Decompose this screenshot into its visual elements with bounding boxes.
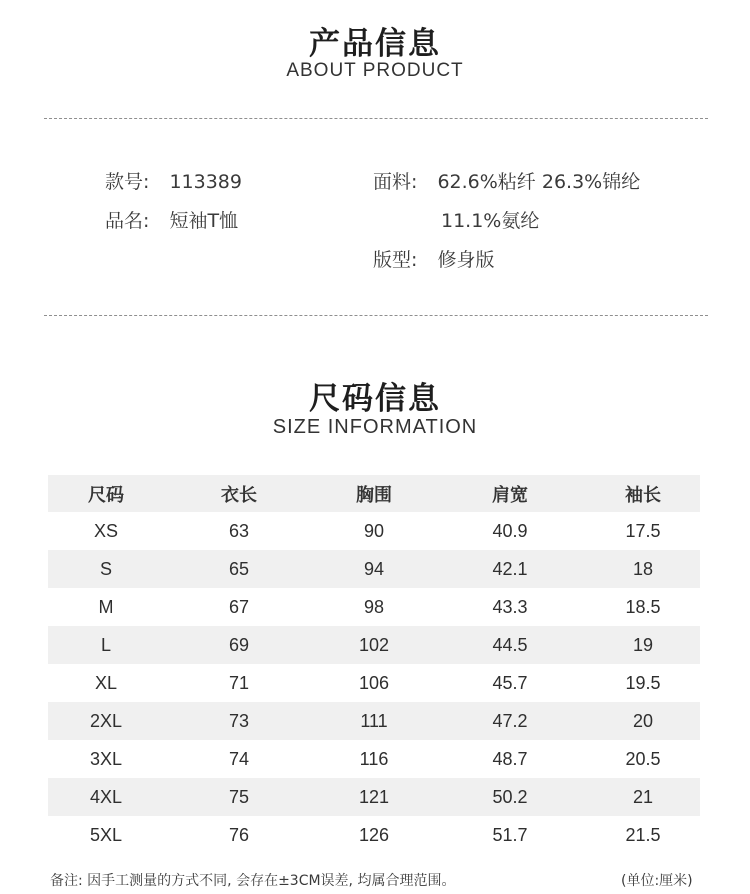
size-table xyxy=(48,475,700,854)
sleeve-cell: 20.5 xyxy=(625,748,661,769)
fabric-label: 面料: xyxy=(373,171,418,193)
footer-note: 备注: 因手工测量的方式不同, 会存在±3CM误差, 均属合理范围。 xyxy=(50,873,456,889)
size-cell: 4XL xyxy=(89,786,123,807)
fabric-value-line1: 62.6%粘纤 26.3%锦纶 xyxy=(437,171,641,193)
sleeve-cell: 18.5 xyxy=(625,596,661,617)
table-row xyxy=(48,550,700,588)
size-cell: 3XL xyxy=(89,748,123,769)
table-row xyxy=(48,778,700,816)
length-cell: 76 xyxy=(228,824,250,845)
length-cell: 71 xyxy=(228,672,250,693)
length-cell: 65 xyxy=(228,558,250,579)
fabric-value-line2: 11.1%氨纶 xyxy=(441,210,540,232)
shoulder-cell: 48.7 xyxy=(492,748,528,769)
table-row xyxy=(48,740,700,778)
sleeve-cell: 21 xyxy=(632,786,654,807)
sleeve-cell: 21.5 xyxy=(625,824,661,845)
fit-row xyxy=(373,245,494,272)
shoulder-cell: 45.7 xyxy=(492,672,528,693)
chest-cell: 90 xyxy=(363,520,385,541)
length-cell: 63 xyxy=(228,520,250,541)
shoulder-cell: 51.7 xyxy=(492,824,528,845)
top-divider xyxy=(44,118,708,119)
style-number-row xyxy=(105,167,242,194)
length-cell: 67 xyxy=(228,596,250,617)
table-header-row xyxy=(48,475,700,512)
length-cell: 73 xyxy=(228,710,250,731)
column-header-sleeve: 袖长 xyxy=(625,484,661,506)
size-cell: S xyxy=(99,558,112,579)
size-cell: L xyxy=(100,634,111,655)
fit-label: 版型: xyxy=(373,249,418,271)
sleeve-cell: 19 xyxy=(632,634,654,655)
chest-cell: 126 xyxy=(358,824,390,845)
size-cell: XS xyxy=(93,520,118,541)
shoulder-cell: 44.5 xyxy=(492,634,528,655)
chest-cell: 94 xyxy=(363,558,385,579)
fit-value: 修身版 xyxy=(437,249,495,271)
size-cell: XL xyxy=(94,672,118,693)
table-row xyxy=(48,816,700,854)
product-name-label: 品名: xyxy=(105,210,150,232)
size-cell: 2XL xyxy=(89,710,123,731)
chest-cell: 111 xyxy=(360,710,388,731)
table-row xyxy=(48,664,700,702)
chest-cell: 98 xyxy=(363,596,385,617)
sleeve-cell: 19.5 xyxy=(625,672,661,693)
length-cell: 74 xyxy=(228,748,250,769)
size-cell: M xyxy=(98,596,114,617)
size-cell: 5XL xyxy=(89,824,123,845)
product-section-title: 产品信息 xyxy=(309,26,441,62)
unit-note: (单位:厘米) xyxy=(621,873,693,889)
size-section-subtitle: SIZE INFORMATION xyxy=(272,416,478,438)
table-row xyxy=(48,588,700,626)
sleeve-cell: 20 xyxy=(632,710,654,731)
size-section-title: 尺码信息 xyxy=(309,381,441,417)
product-name-row xyxy=(105,206,238,233)
style-number-label: 款号: xyxy=(105,171,150,193)
column-header-chest: 胸围 xyxy=(356,484,392,506)
product-name-value: 短袖T恤 xyxy=(169,210,239,232)
table-row xyxy=(48,512,700,550)
column-header-length: 衣长 xyxy=(221,484,257,506)
sleeve-cell: 17.5 xyxy=(625,520,661,541)
chest-cell: 106 xyxy=(358,672,390,693)
fabric-row xyxy=(373,167,640,194)
sleeve-cell: 18 xyxy=(632,558,654,579)
table-body xyxy=(48,512,700,854)
length-cell: 75 xyxy=(228,786,250,807)
column-header-shoulder: 肩宽 xyxy=(492,484,528,506)
chest-cell: 102 xyxy=(358,634,390,655)
chest-cell: 121 xyxy=(358,786,390,807)
table-row xyxy=(48,702,700,740)
table-row xyxy=(48,626,700,664)
middle-divider xyxy=(44,315,708,316)
shoulder-cell: 43.3 xyxy=(492,596,528,617)
shoulder-cell: 47.2 xyxy=(492,710,528,731)
shoulder-cell: 50.2 xyxy=(492,786,528,807)
column-header-size: 尺码 xyxy=(88,484,124,506)
style-number-value: 113389 xyxy=(169,171,242,193)
product-section-subtitle: ABOUT PRODUCT xyxy=(286,60,464,81)
length-cell: 69 xyxy=(228,634,250,655)
shoulder-cell: 40.9 xyxy=(492,520,528,541)
shoulder-cell: 42.1 xyxy=(492,558,528,579)
chest-cell: 116 xyxy=(359,748,389,769)
